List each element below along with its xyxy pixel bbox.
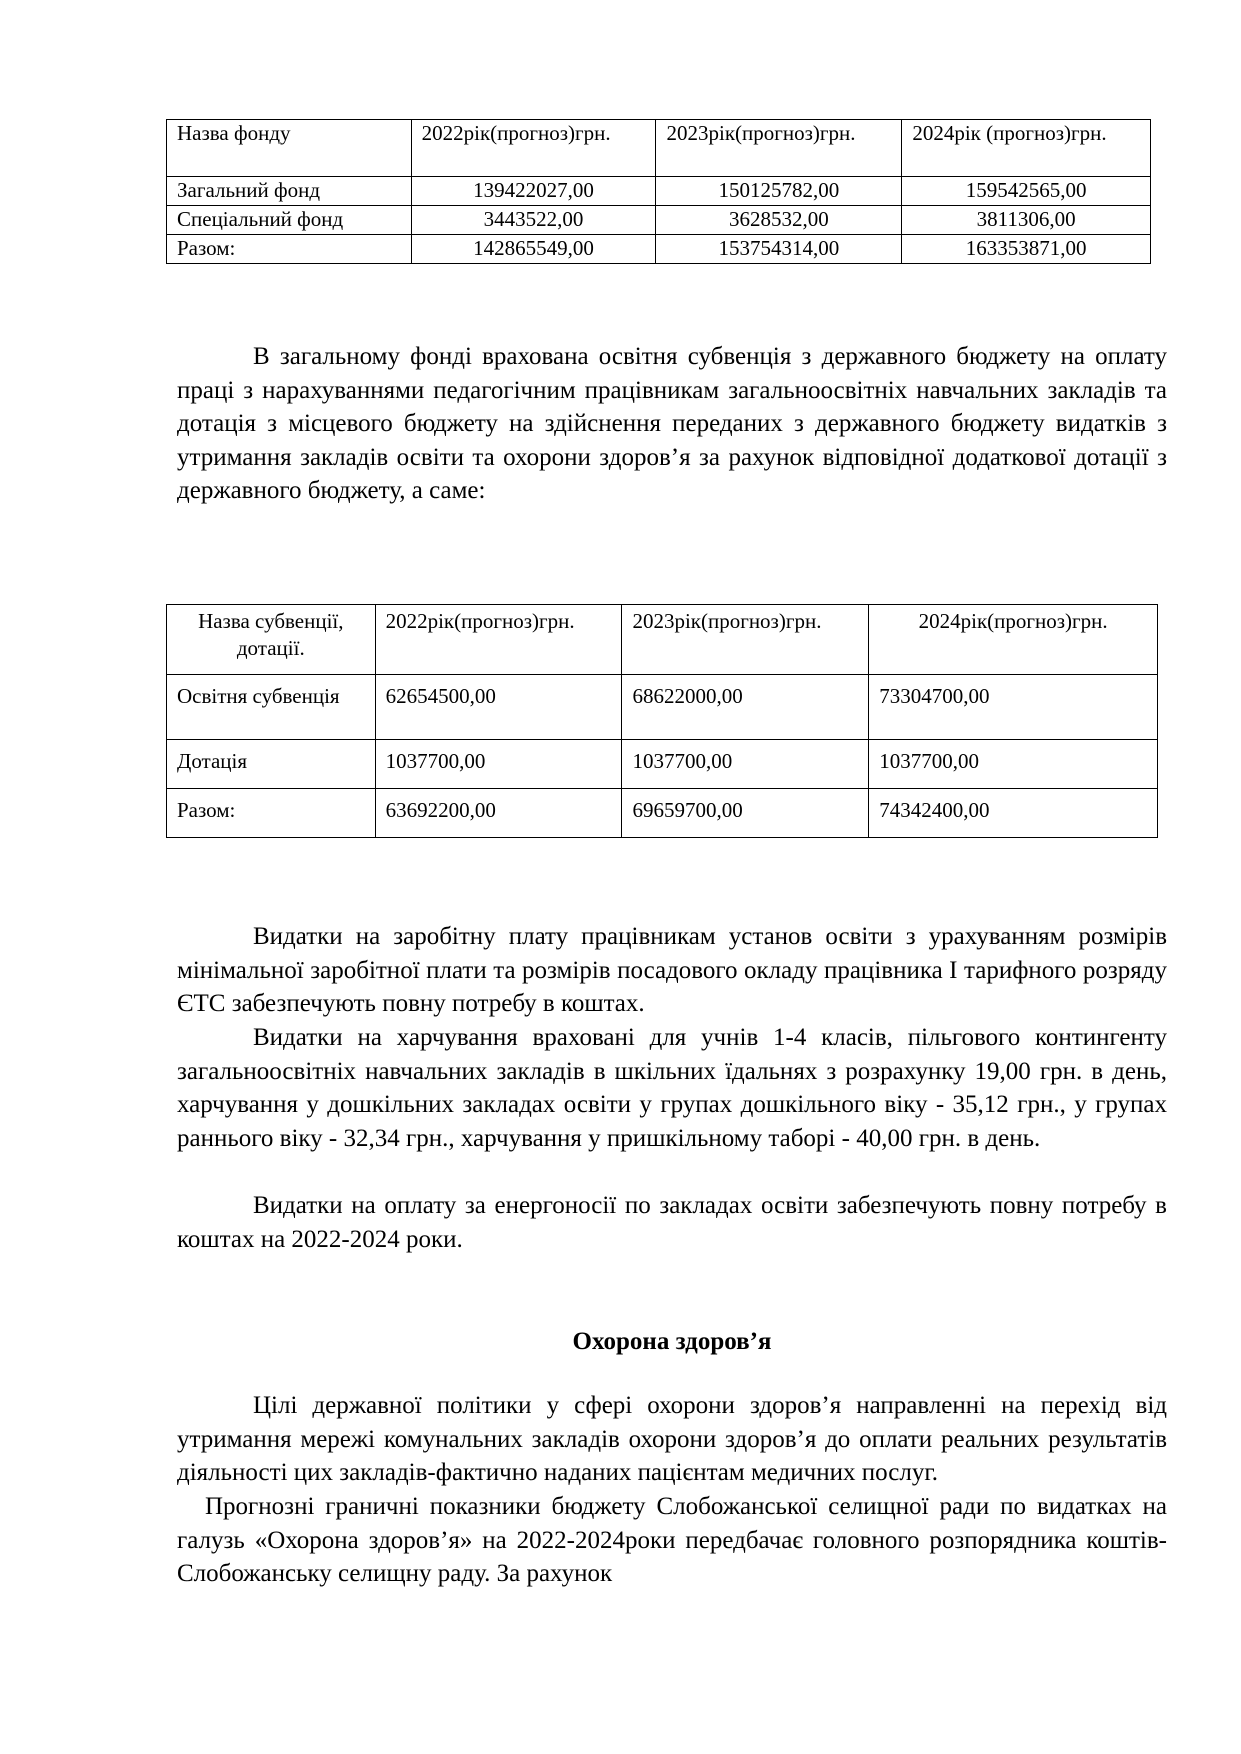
value-cell: 153754314,00 — [656, 235, 902, 264]
value-cell: 1037700,00 — [375, 740, 622, 789]
table-row — [167, 740, 1158, 789]
header-cell: 2024рік(прогноз)грн. — [869, 605, 1158, 675]
value-cell: 3811306,00 — [902, 206, 1151, 235]
paragraph-salary: Видатки на заробітну плату працівникам установ освіти з урахуванням розмірів мінімальної заробітної плати та розмірів посадового окладу працівника І тарифного розряду ЄТС забезпечують повну потребу в коштах. — [177, 923, 1167, 1018]
paragraph-meals: Видатки на харчування враховані для учнів 1-4 класів, пільгового контингенту загальноосвітніх навчальних закладів в шкільних їдальнях з розрахунку 19,00 грн. в день, харчування у дошкільних закладах освіти у групах дошкільного віку - 35,12 грн., у групах раннього віку - 32,34 грн., харчування у пришкільному таборі - 40,00 грн. в день. — [177, 1024, 1167, 1152]
value-cell: 150125782,00 — [656, 177, 902, 206]
paragraph-energy: Видатки на оплату за енергоносії по закладах освіти забезпечують повну потребу в коштах на 2022-2024 роки. — [177, 1192, 1167, 1253]
section-heading: Охорона здоров’я — [572, 1328, 772, 1355]
paragraph-subvention: В загальному фонді врахована освітня субвенція з державного бюджету на оплату праці з нарахуваннями педагогічним працівникам загальноосвітніх навчальних закладів та дотація з місцевого бюджету на здійснення переданих з державного бюджету видатків з утримання закладів освіти та охорони здоров’я за рахунок відповідної додаткової дотації з державного бюджету, а саме: — [177, 343, 1167, 505]
row-label: Спеціальний фонд — [167, 206, 412, 235]
header-cell: Назва субвенції, дотації. — [167, 605, 376, 675]
table-row — [167, 235, 1151, 264]
table-header-row — [167, 605, 1158, 675]
value-cell: 69659700,00 — [622, 789, 869, 838]
value-cell: 68622000,00 — [622, 675, 869, 740]
row-label: Освітня субвенція — [167, 675, 376, 740]
row-label: Разом: — [167, 789, 376, 838]
value-cell: 62654500,00 — [375, 675, 622, 740]
paragraph-health-budget: Прогнозні граничні показники бюджету Слобожанської селищної ради по видатках на галузь «Охорона здоров’я» на 2022-2024роки передбачає головного розпорядника коштів-Слобожанську селищну раду. За рахунок — [177, 1493, 1167, 1588]
row-label: Дотація — [167, 740, 376, 789]
value-cell: 142865549,00 — [411, 235, 656, 264]
paragraph-health-goals: Цілі державної політики у сфері охорони здоров’я направленні на перехід від утримання мережі комунальних закладів охорони здоров’я до оплати реальних результатів діяльності цих закладів-фактично наданих пацієнтам медичних послуг. — [177, 1392, 1167, 1487]
value-cell: 1037700,00 — [869, 740, 1158, 789]
row-label: Загальний фонд — [167, 177, 412, 206]
header-cell: 2024рік (прогноз)грн. — [902, 120, 1151, 177]
table-row — [167, 675, 1158, 740]
value-cell: 139422027,00 — [411, 177, 656, 206]
value-cell: 74342400,00 — [869, 789, 1158, 838]
fund-table — [166, 119, 1151, 264]
value-cell: 159542565,00 — [902, 177, 1151, 206]
table-row — [167, 177, 1151, 206]
row-label: Разом: — [167, 235, 412, 264]
header-cell: 2023рік(прогноз)грн. — [656, 120, 902, 177]
header-cell: 2022рік(прогноз)грн. — [411, 120, 656, 177]
value-cell: 73304700,00 — [869, 675, 1158, 740]
header-cell: 2022рік(прогноз)грн. — [375, 605, 622, 675]
value-cell: 3628532,00 — [656, 206, 902, 235]
header-cell: 2023рік(прогноз)грн. — [622, 605, 869, 675]
table-row — [167, 789, 1158, 838]
table-row — [167, 206, 1151, 235]
header-cell: Назва фонду — [167, 120, 412, 177]
value-cell: 3443522,00 — [411, 206, 656, 235]
value-cell: 63692200,00 — [375, 789, 622, 838]
value-cell: 163353871,00 — [902, 235, 1151, 264]
value-cell: 1037700,00 — [622, 740, 869, 789]
table-header-row — [167, 120, 1151, 177]
subvention-table — [166, 604, 1158, 838]
